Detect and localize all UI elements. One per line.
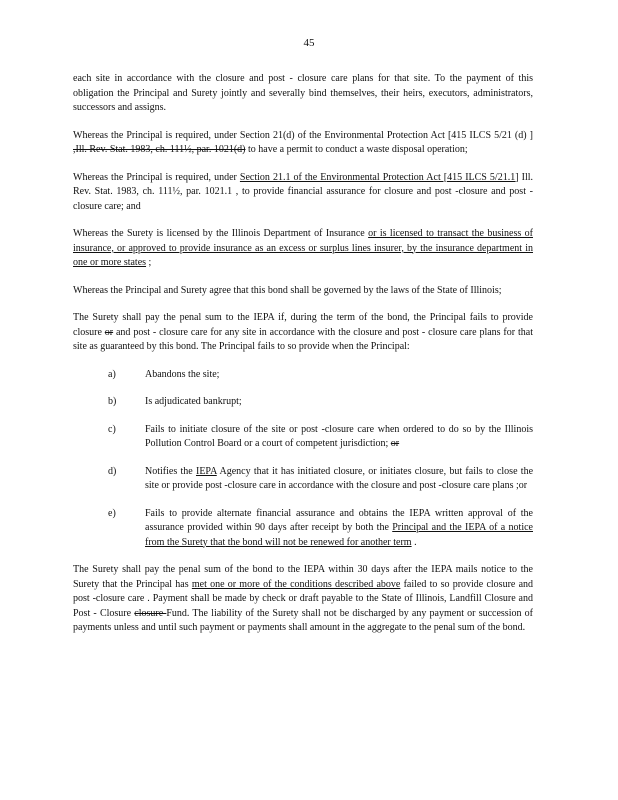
- list-item-label: Fails to initiate closure of the site or post -closure care when ordered to do so by the Illinois Pollution Control Board or a court of competent jurisdiction;: [145, 423, 533, 449]
- paragraph-text: ;: [146, 257, 152, 268]
- paragraph-whereas-governed: [73, 284, 533, 299]
- list-item: [73, 368, 533, 383]
- list-marker: b): [108, 396, 117, 407]
- paragraph-text: to have a permit to conduct a waste disposal operation;: [245, 144, 468, 155]
- list-item-label: Is adjudicated bankrupt;: [145, 396, 242, 407]
- list-item-text: [145, 395, 533, 410]
- inserted-text: or is licensed to transact the business of insurance, or approved to provide insurance as an excess or surplus lines insurer, by the insurance department in one or more states: [73, 228, 533, 268]
- list-marker: d): [108, 465, 117, 477]
- page-number: 45: [303, 37, 315, 49]
- deleted-text: closure: [134, 607, 167, 619]
- list-item: [73, 423, 533, 452]
- paragraph-text: The Surety shall pay the penal sum to the IEPA if, during the term of the bond, the Principal fails to provide closure: [73, 312, 533, 338]
- document-body: [73, 72, 533, 636]
- deleted-text: or: [104, 326, 114, 338]
- paragraph-text: Whereas the Surety is licensed by the Illinois Department of Insurance: [73, 228, 369, 239]
- list-item-label: Fails to provide alternate financial assurance and obtains the IEPA written approval of the assurance provided within 90 days after receipt by both the: [145, 507, 533, 533]
- list-item-text: [145, 507, 533, 551]
- list-item-text: [145, 465, 533, 494]
- inserted-text: Section 21.1 of the Environmental Protection Act [415 ILCS 5/21.1]: [239, 171, 519, 183]
- inserted-text: Principal and the IEPA of a notice from the Surety that the bond will not be renewed for another term: [145, 522, 533, 548]
- list-marker: e): [108, 507, 116, 519]
- paragraph-whereas-permit: [73, 129, 533, 158]
- list-item-text: [145, 368, 533, 383]
- list-item: [73, 507, 533, 551]
- paragraph-text: failed to so provide closure and post -closure care . Payment shall be made by check or draft payable to the State of Illinois, Landfill Closure and Post - Closure: [73, 578, 534, 619]
- list-marker: a): [108, 368, 116, 380]
- paragraph-text: Whereas the Principal and Surety agree that this bond shall be governed by the laws of the State of Illinois;: [73, 284, 502, 296]
- list-item: [73, 395, 533, 410]
- list-item-text: [145, 423, 533, 452]
- inserted-text: met one or more of the conditions described above: [191, 578, 401, 590]
- paragraph-text: each site in accordance with the closure and post - closure care plans for that site. To the payment of this obligation the Principal and Surety jointly and severally bind themselves, their heirs, executors, administrators, successors and assigns.: [73, 73, 533, 113]
- paragraph-text: The Surety shall pay the penal sum of the bond to the IEPA within 30 days after the IEPA mails notice to the Surety that the Principal has: [73, 564, 533, 590]
- paragraph-whereas-financial-assurance: [73, 171, 533, 215]
- conditions-list: [73, 368, 533, 551]
- list-item: [73, 465, 533, 494]
- list-marker: c): [108, 423, 116, 435]
- paragraph-text: Whereas the Principal is required, under: [73, 171, 240, 183]
- paragraph-whereas-surety-licensed: [73, 227, 533, 271]
- paragraph-surety-pay-conditions: [73, 311, 533, 355]
- deleted-text: or: [390, 438, 400, 449]
- list-item-label: .: [411, 536, 417, 548]
- list-item-label: Notifies the: [145, 465, 196, 477]
- paragraph-text: Whereas the Principal is required, under Section 21(d) of the Environmental Protection Act [415 ILCS 5/21 (d) ]: [73, 129, 533, 141]
- paragraph-text: Ill. Rev. Stat. 1983, ch. 111½, par. 1021.1 , to provide financial assurance for closure and post -closure and post -closure care; and: [73, 171, 533, 212]
- paragraph-text: Fund. The liability of the Surety shall not be discharged by any payment or succession of payments unless and until such payment or payments shall amount in the aggregate to the penal sum of the bond.: [73, 607, 533, 633]
- paragraph-obligation: [73, 72, 533, 116]
- list-item-label: Agency that it has initiated closure, or initiates closure, but fails to close the site or provide post -closure care in accordance with the closure and post -closure care plans ;or: [145, 465, 534, 491]
- paragraph-payment-terms: [73, 563, 533, 636]
- paragraph-text: and post - closure care for any site in accordance with the closure and post - closure care plans for that site as guaranteed by this bond. The Principal fails to so provide when the Principal:: [73, 326, 533, 352]
- deleted-text: ,Ill. Rev. Stat. 1983, ch. 111½, par. 1021(d): [73, 144, 246, 155]
- list-item-label: Abandons the site;: [145, 368, 220, 380]
- inserted-text: IEPA: [195, 465, 217, 477]
